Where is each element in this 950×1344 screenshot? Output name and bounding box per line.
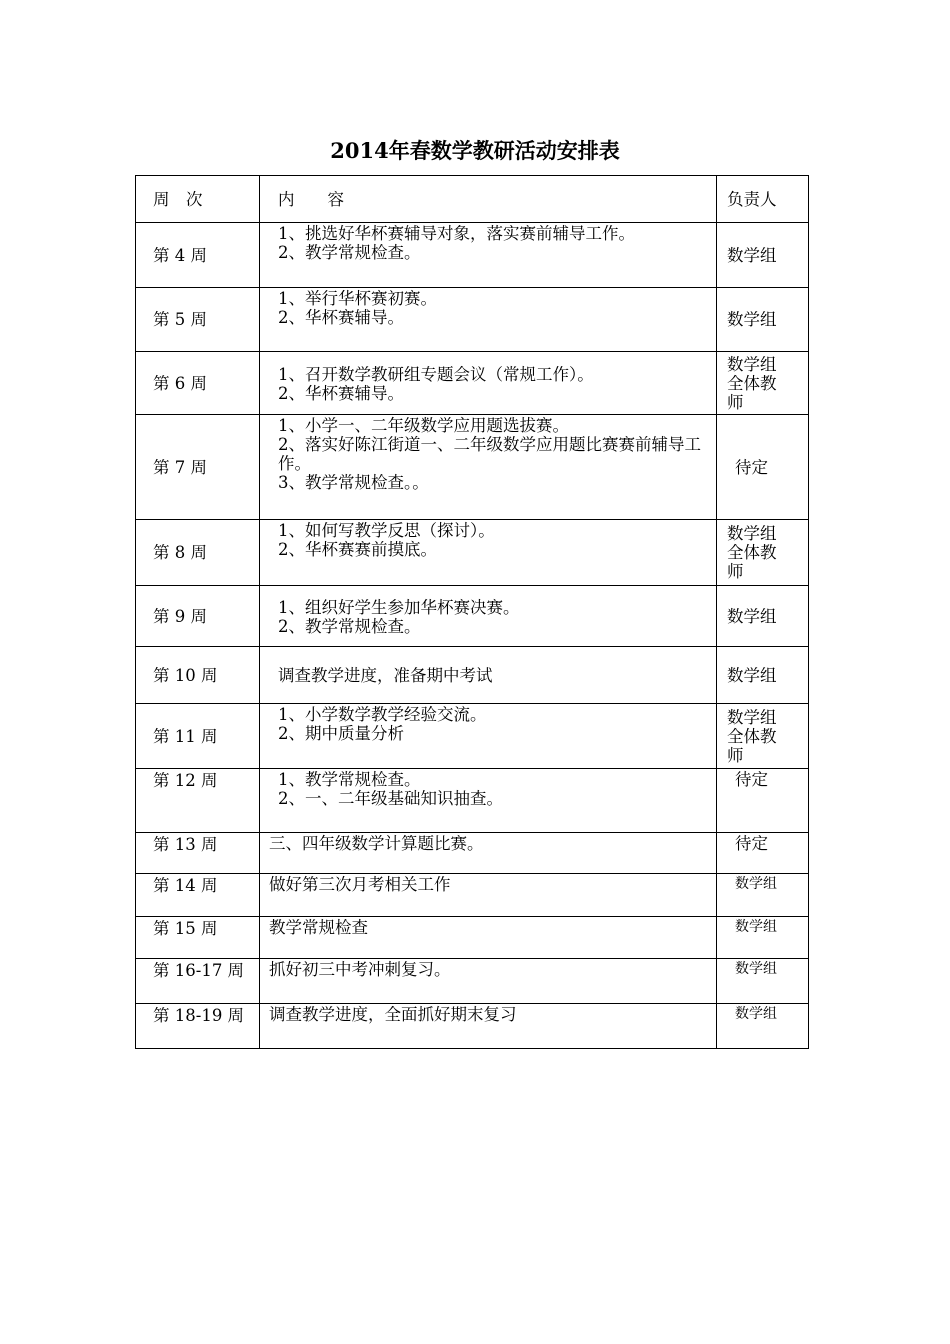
content-cell <box>260 415 717 520</box>
content-line: 抓好初三中考冲刺复习。 <box>269 960 451 979</box>
content-cell <box>260 874 717 917</box>
content-cell <box>260 1004 717 1049</box>
owner-line: 师 <box>727 745 744 765</box>
content-cell <box>260 647 717 704</box>
owner-line: 全体教 <box>727 543 777 562</box>
content-cell <box>260 959 717 1004</box>
owner-line: 数学组 <box>735 1006 777 1022</box>
owner-cell <box>717 647 809 704</box>
week-cell: 第 4 周 <box>136 223 260 288</box>
content-line: 1、小学数学教学经验交流。 <box>278 705 487 724</box>
content-cell <box>260 520 717 586</box>
content-line: 调查教学进度，准备期中考试 <box>278 666 493 685</box>
table-header-row <box>136 176 809 223</box>
table-row <box>136 704 809 769</box>
content-line: 教学常规检查 <box>269 918 368 937</box>
week-cell: 第 8 周 <box>136 520 260 586</box>
content-line: 做好第三次月考相关工作 <box>269 875 451 894</box>
owner-cell <box>717 1004 809 1049</box>
owner-cell <box>717 520 809 586</box>
table-row <box>136 223 809 288</box>
owner-line: 数学组 <box>735 961 777 977</box>
schedule-table <box>135 175 809 1049</box>
content-cell <box>260 769 717 833</box>
table-row <box>136 647 809 704</box>
owner-cell <box>717 352 809 415</box>
content-line: 1、如何写教学反思（探讨）。 <box>278 521 495 540</box>
owner-cell <box>717 833 809 874</box>
table-row <box>136 917 809 959</box>
table-row <box>136 769 809 833</box>
week-cell: 第 11 周 <box>136 704 260 769</box>
content-cell <box>260 704 717 769</box>
owner-line: 数学组 <box>727 310 777 329</box>
owner-cell <box>717 769 809 833</box>
content-cell <box>260 223 717 288</box>
owner-line: 全体教 <box>727 726 777 746</box>
week-cell: 第 9 周 <box>136 586 260 647</box>
content-line: 1、召开数学教研组专题会议（常规工作）。 <box>278 364 594 384</box>
header-week: 周 次 <box>136 176 260 223</box>
table-row <box>136 1004 809 1049</box>
owner-line: 待定 <box>735 834 768 853</box>
owner-cell <box>717 917 809 959</box>
owner-line: 待定 <box>735 770 768 789</box>
week-cell: 第 13 周 <box>136 833 260 874</box>
content-line: 1、组织好学生参加华杯赛决赛。 <box>278 597 520 617</box>
week-cell: 第 15 周 <box>136 917 260 959</box>
table-row <box>136 586 809 647</box>
owner-cell <box>717 874 809 917</box>
content-cell <box>260 288 717 352</box>
week-cell: 第 18-19 周 <box>136 1004 260 1049</box>
owner-line: 数学组 <box>727 606 777 626</box>
week-cell: 第 12 周 <box>136 769 260 833</box>
owner-line: 待定 <box>735 457 768 477</box>
content-line: 2、期中质量分析 <box>278 724 404 743</box>
owner-cell <box>717 223 809 288</box>
owner-cell <box>717 415 809 520</box>
week-cell: 第 14 周 <box>136 874 260 917</box>
content-cell <box>260 917 717 959</box>
header-owner: 负责人 <box>717 176 809 223</box>
owner-line: 数学组 <box>735 876 777 892</box>
owner-line: 数学组 <box>727 524 777 543</box>
content-line: 1、小学一、二年级数学应用题选拔赛。 <box>278 416 569 435</box>
content-line: 2、教学常规检查。 <box>278 616 421 636</box>
owner-line: 数学组 <box>727 245 777 265</box>
content-line: 2、教学常规检查。 <box>278 243 421 262</box>
content-line: 3、教学常规检查。。 <box>278 473 429 492</box>
owner-cell <box>717 959 809 1004</box>
owner-line: 数学组 <box>727 665 777 685</box>
week-cell: 第 5 周 <box>136 288 260 352</box>
table-row <box>136 415 809 520</box>
table-row <box>136 833 809 874</box>
owner-line: 数学组 <box>727 354 777 374</box>
content-line: 1、举行华杯赛初赛。 <box>278 289 437 308</box>
page-title: 2014年春数学教研活动安排表 <box>330 138 620 163</box>
week-cell: 第 16-17 周 <box>136 959 260 1004</box>
content-line: 1、教学常规检查。 <box>278 770 421 789</box>
content-line: 2、华杯赛赛前摸底。 <box>278 540 437 559</box>
content-line: 2、华杯赛辅导。 <box>278 308 404 327</box>
week-cell: 第 10 周 <box>136 647 260 704</box>
content-cell <box>260 352 717 415</box>
week-cell: 第 6 周 <box>136 352 260 415</box>
table-row <box>136 288 809 352</box>
table-row <box>136 874 809 917</box>
week-cell: 第 7 周 <box>136 415 260 520</box>
content-line: 2、华杯赛辅导。 <box>278 383 404 403</box>
header-content: 内 容 <box>260 176 717 223</box>
content-line: 调查教学进度，全面抓好期末复习 <box>269 1005 517 1024</box>
table-row <box>136 352 809 415</box>
content-cell <box>260 586 717 647</box>
owner-cell <box>717 704 809 769</box>
owner-cell <box>717 288 809 352</box>
table-row <box>136 959 809 1004</box>
content-line: 三、四年级数学计算题比赛。 <box>269 834 484 853</box>
content-cell <box>260 833 717 874</box>
owner-line: 师 <box>727 392 744 412</box>
content-line: 2、一、二年级基础知识抽查。 <box>278 789 503 808</box>
content-line: 2、落实好陈江街道一、二年级数学应用题比赛赛前辅导工作。 <box>278 435 701 473</box>
owner-line: 数学组 <box>727 707 777 727</box>
owner-cell <box>717 586 809 647</box>
owner-line: 全体教 <box>727 373 777 393</box>
table-row <box>136 520 809 586</box>
owner-line: 数学组 <box>735 919 777 935</box>
owner-line: 师 <box>727 562 744 581</box>
content-line: 1、挑选好华杯赛辅导对象，落实赛前辅导工作。 <box>278 224 635 243</box>
